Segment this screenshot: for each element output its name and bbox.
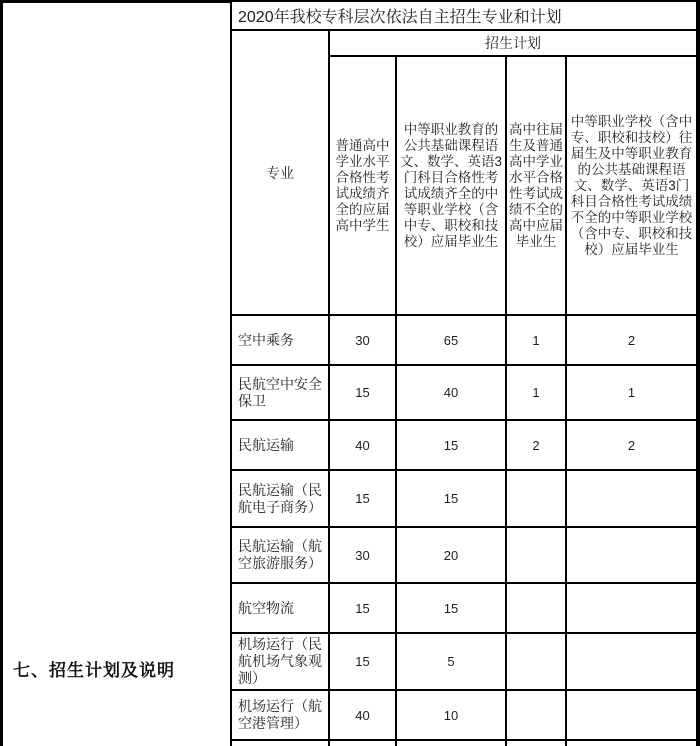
section-panel [0,0,231,746]
major-cell: 民航空中安全保卫 [231,365,329,420]
value-cell [566,527,698,583]
value-cell: 15 [329,365,396,420]
major-cell: 民航运输（航空旅游服务） [231,527,329,583]
value-cell: 1 [566,365,698,420]
value-cell: 15 [396,470,506,527]
value-cell: 5 [396,633,506,690]
value-cell: 15 [329,633,396,690]
major-column-header: 专业 [231,30,329,315]
value-cell: 40 [329,690,396,740]
value-cell [566,470,698,527]
value-cell: 40 [329,420,396,470]
title-row [231,1,698,30]
empty-cell [506,740,566,746]
value-cell: 2 [506,420,566,470]
section-heading: 七、招生计划及说明 [13,661,175,680]
value-cell: 15 [396,420,506,470]
enrollment-plan-table [230,0,700,746]
table-row [231,583,698,633]
value-cell: 15 [329,470,396,527]
table-row [231,470,698,527]
value-cell [506,527,566,583]
value-cell [566,633,698,690]
empty-cell [566,740,698,746]
table-row-clipped [231,740,698,746]
value-cell: 1 [506,365,566,420]
value-cell: 30 [329,527,396,583]
value-cell [506,470,566,527]
table-row [231,420,698,470]
value-cell: 15 [396,583,506,633]
value-cell: 40 [396,365,506,420]
table-row [231,365,698,420]
major-cell: 民航运输 [231,420,329,470]
table-row [231,315,698,365]
category-header-vocational-incomplete: 中等职业学校（含中专、职校和技校）往届生及中等职业教育的公共基础课程语文、数学、英语3门科目合格性考试成绩不全的中等职业学校（含中专、职校和技校）应届毕业生 [566,56,698,315]
plan-header-row [231,30,698,56]
empty-cell [231,740,329,746]
major-cell: 空中乘务 [231,315,329,365]
major-cell: 机场运行（航空港管理） [231,690,329,740]
value-cell: 30 [329,315,396,365]
major-cell: 机场运行（民航机场气象观测） [231,633,329,690]
empty-cell [396,740,506,746]
value-cell: 1 [506,315,566,365]
major-cell: 航空物流 [231,583,329,633]
value-cell [566,690,698,740]
value-cell: 65 [396,315,506,365]
empty-cell [329,740,396,746]
plan-header: 招生计划 [329,30,698,56]
value-cell: 15 [329,583,396,633]
value-cell [506,690,566,740]
value-cell [506,583,566,633]
value-cell [506,633,566,690]
category-header-regular-hs: 普通高中学业水平合格性考试成绩齐全的应届高中学生 [329,56,396,315]
value-cell [566,583,698,633]
table-row [231,633,698,690]
table-row [231,690,698,740]
category-header-vocational-complete: 中等职业教育的公共基础课程语文、数学、英语3门科目合格性考试成绩齐全的中等职业学校（含中专、职校和技校）应届毕业生 [396,56,506,315]
table-row [231,527,698,583]
value-cell: 20 [396,527,506,583]
value-cell: 2 [566,315,698,365]
value-cell: 2 [566,420,698,470]
major-cell: 民航运输（民航电子商务） [231,470,329,527]
category-header-hs-incomplete: 高中往届生及普通高中学业水平合格性考试成绩不全的高中应届毕业生 [506,56,566,315]
table-title: 2020年我校专科层次依法自主招生专业和计划 [231,1,698,30]
value-cell: 10 [396,690,506,740]
